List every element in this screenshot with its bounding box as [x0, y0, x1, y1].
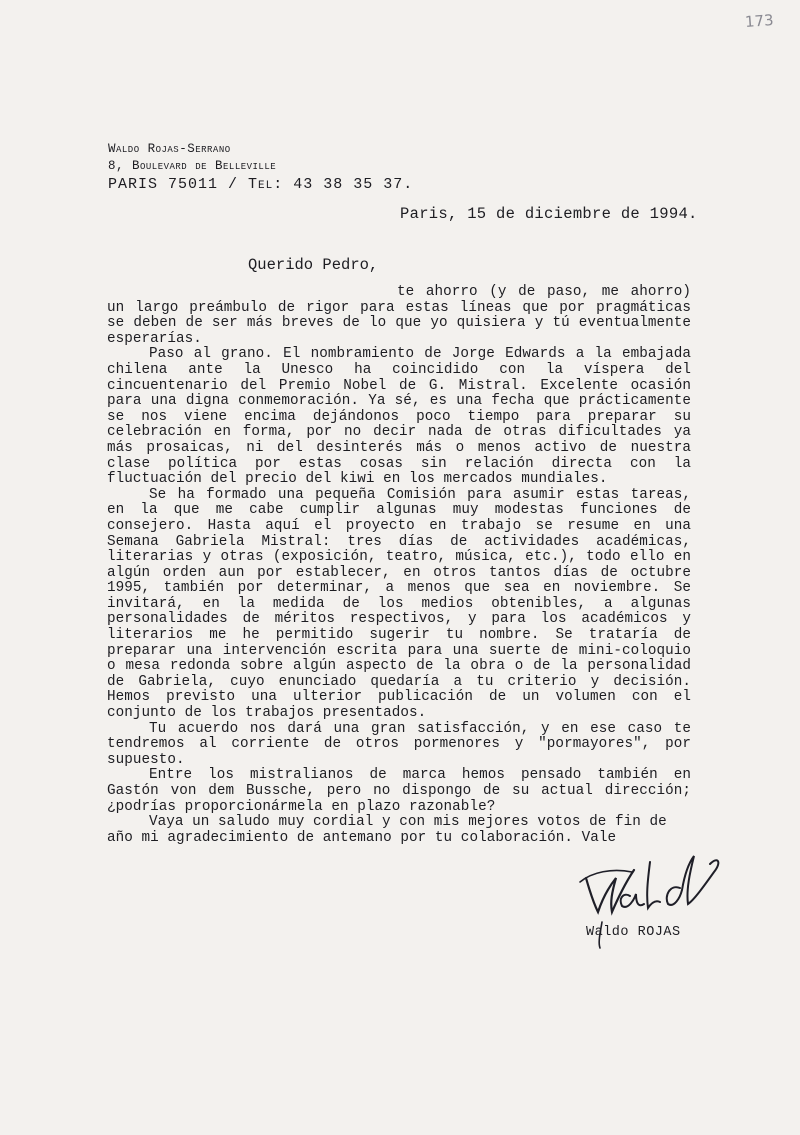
typed-signature-name: Waldo ROJAS: [586, 925, 681, 940]
sender-city-tel: PARIS 75011 / Tel: 43 38 35 37.: [108, 176, 414, 193]
paragraph-1: te ahorro (y de paso, me ahorro) un largo preámbulo de rigor para estas líneas que por pragmáticas se deben de ser más breves de lo que yo quisiera y tú eventualmente esperarías.: [107, 284, 691, 347]
letter-date: Paris, 15 de diciembre de 1994.: [400, 205, 698, 223]
letterhead: [108, 141, 413, 193]
sender-name: Waldo Rojas-Serrano: [108, 142, 231, 156]
archive-number: 173: [744, 11, 775, 31]
paragraph-3: Se ha formado una pequeña Comisión para asumir estas tareas, en la que me cabe cumplir algunas muy modestas funciones de consejero. Hasta aquí el proyecto en trabajo se resume en una Semana Gabriela Mistral: tres días de actividades académicas, literarias y otras (exposición, teatro, música, etc.), todo ello en algún orden aun por establecer, en otros tantos días de octubre 1995, también por determinar, a menos que sea en noviembre. Se invitará, en la medida de los medios obtenibles, a algunas personalidades de méritos respectivos, y para los académicos y literarios me he permitido sugerir tu nombre. Se trataría de preparar una intervención escrita para una suerte de mini-coloquio o mesa redonda sobre algún aspecto de la obra o de la personalidad de Gabriela, cuyo enunciado quedaría a tu criterio y decisión. Hemos previsto una ulterior publicación de un volumen con el conjunto de los trabajos presentados.: [107, 486, 691, 722]
paragraph-4: Tu acuerdo nos dará una gran satisfacción, y en ese caso te tendremos al corriente de otros pormenores y "pormayores", por supuesto.: [107, 720, 691, 768]
paragraph-2: Paso al grano. El nombramiento de Jorge Edwards a la embajada chilena ante la Unesco ha coincidido con la víspera del cincuentenario del Premio Nobel de G. Mistral. Excelente ocasión para una digna conmemoración. Ya sé, es una fecha que prácticamente se nos viene encima dejándonos poco tiempo para preparar su celebración en forma, por no decir nada de otras dificultades ya más prosaicas, ni del desinterés más o menos activo de nuestra clase política por estas cosas sin relación directa con la fluctuación del precio del kiwi en los mercados mundiales.: [107, 346, 691, 488]
salutation: Querido Pedro,: [248, 256, 379, 274]
paragraph-6: Vaya un saludo muy cordial y con mis mejores votos de fin de año mi agradecimiento de antemano por tu colaboración. Vale: [107, 814, 667, 846]
sender-address: 8, Boulevard de Belleville: [108, 159, 277, 173]
letter-body: [107, 285, 691, 846]
paragraph-5: Entre los mistralianos de marca hemos pensado también en Gastón von dem Bussche, pero no dispongo de su actual dirección; ¿podrías proporcionármela en plazo razonable?: [107, 767, 691, 815]
